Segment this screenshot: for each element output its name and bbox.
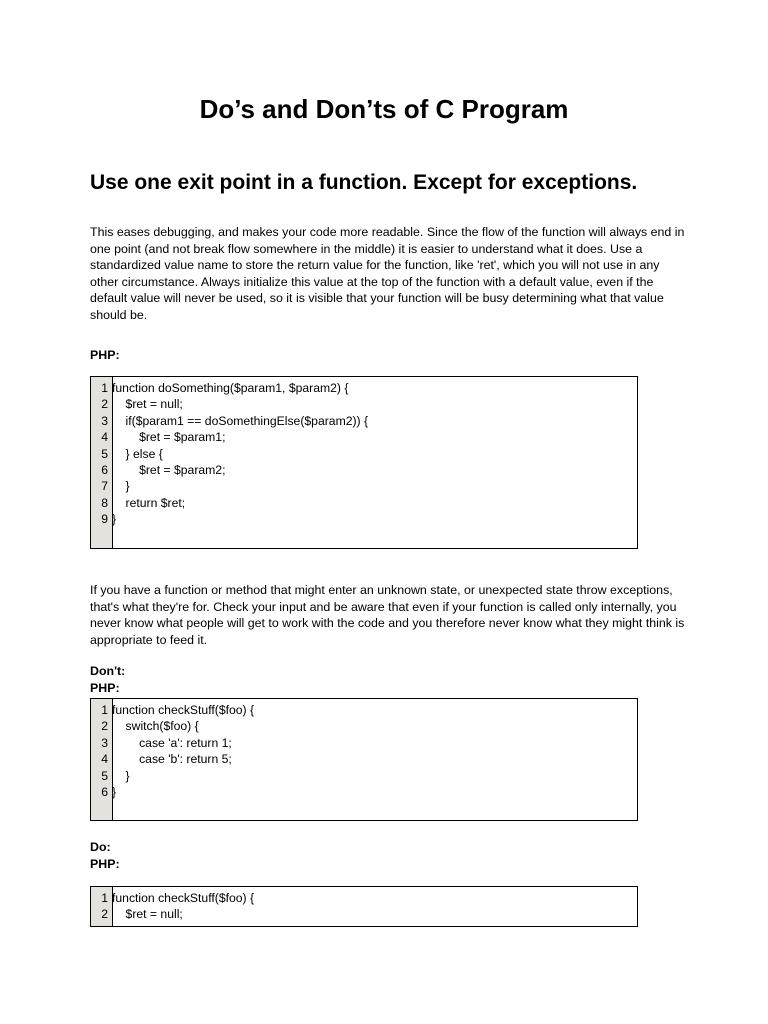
- line-number: 2: [101, 397, 108, 412]
- code-line: [91, 784, 637, 800]
- code-text: $ret = null;: [112, 397, 183, 412]
- code-line: [91, 768, 637, 784]
- line-number: 3: [101, 413, 108, 428]
- code-line: [91, 511, 637, 527]
- code-text: function checkStuff($foo) {: [112, 703, 255, 717]
- dont-label: Don't:: [90, 664, 126, 678]
- line-number: 9: [101, 512, 108, 527]
- code-text: }: [112, 784, 117, 799]
- line-number: 6: [101, 462, 108, 477]
- code-text: $ret = $param1;: [112, 430, 226, 445]
- line-number: 3: [101, 735, 108, 750]
- code-lines: [91, 699, 637, 800]
- line-number: 7: [101, 479, 108, 494]
- line-number: 2: [101, 907, 108, 922]
- line-number: 6: [101, 784, 108, 799]
- code-block-3: [90, 886, 638, 927]
- code-text: $ret = null;: [112, 907, 183, 922]
- code-text: function doSomething($param1, $param2) {: [112, 381, 349, 395]
- code-line: [91, 735, 637, 751]
- line-number: 5: [101, 768, 108, 783]
- code-lines: [91, 887, 637, 923]
- line-number: 4: [101, 430, 108, 445]
- line-number: 8: [101, 495, 108, 510]
- code-text: case 'b': return 5;: [112, 752, 232, 767]
- exceptions-paragraph: If you have a function or method that might enter an unknown state, or unexpected state throw exceptions, that's what they're for. Check your input and be aware that even if your function is called only internally, you never know what people will get to work with the code and you therefore never know what they might think is appropriate to feed it.: [90, 583, 685, 647]
- line-number: 1: [101, 703, 108, 717]
- code-text: }: [112, 512, 117, 527]
- code-line: [91, 495, 637, 511]
- code-line: [91, 890, 637, 906]
- code-text: if($param1 == doSomethingElse($param2)) {: [112, 413, 369, 428]
- code-line: [91, 751, 637, 767]
- code-lines: [91, 377, 637, 528]
- code-text: return $ret;: [112, 495, 186, 510]
- code-text: }: [112, 768, 130, 783]
- code-block-2: [90, 698, 638, 821]
- line-number: 5: [101, 446, 108, 461]
- code-line: [91, 380, 637, 396]
- line-number: 1: [101, 891, 108, 905]
- code-text: } else {: [112, 446, 163, 461]
- code-line: [91, 718, 637, 734]
- page-title: Do’s and Don’ts of C Program: [199, 94, 569, 124]
- php-label-3: PHP:: [90, 857, 120, 871]
- line-number: 4: [101, 752, 108, 767]
- code-text: $ret = $param2;: [112, 462, 226, 477]
- intro-paragraph: This eases debugging, and makes your code more readable. Since the flow of the function will always end in one point (and not break flow somewhere in the middle) it is easier to understand what it does. Use a standardized value name to store the return value for the function, like 'ret', which you will not use in any other circumstance. Always initialize this value at the top of the function with a default value, even if the default value will never be used, so it is visible that your function will be busy determining what that value should be.: [90, 225, 685, 322]
- section-heading: Use one exit point in a function. Except for exceptions.: [90, 171, 638, 194]
- code-text: case 'a': return 1;: [112, 735, 232, 750]
- line-number: 2: [101, 719, 108, 734]
- code-text: function checkStuff($foo) {: [112, 891, 255, 905]
- code-line: [91, 906, 637, 922]
- code-block-1: [90, 376, 638, 549]
- code-line: [91, 429, 637, 445]
- code-line: [91, 478, 637, 494]
- code-line: [91, 413, 637, 429]
- code-line: [91, 462, 637, 478]
- code-line: [91, 396, 637, 412]
- line-number: 1: [101, 381, 108, 395]
- do-label: Do:: [90, 840, 111, 854]
- php-label-2: PHP:: [90, 681, 120, 695]
- php-label-1: PHP:: [90, 348, 120, 362]
- code-line: [91, 446, 637, 462]
- code-line: [91, 702, 637, 718]
- code-text: switch($foo) {: [112, 719, 199, 734]
- code-text: }: [112, 479, 130, 494]
